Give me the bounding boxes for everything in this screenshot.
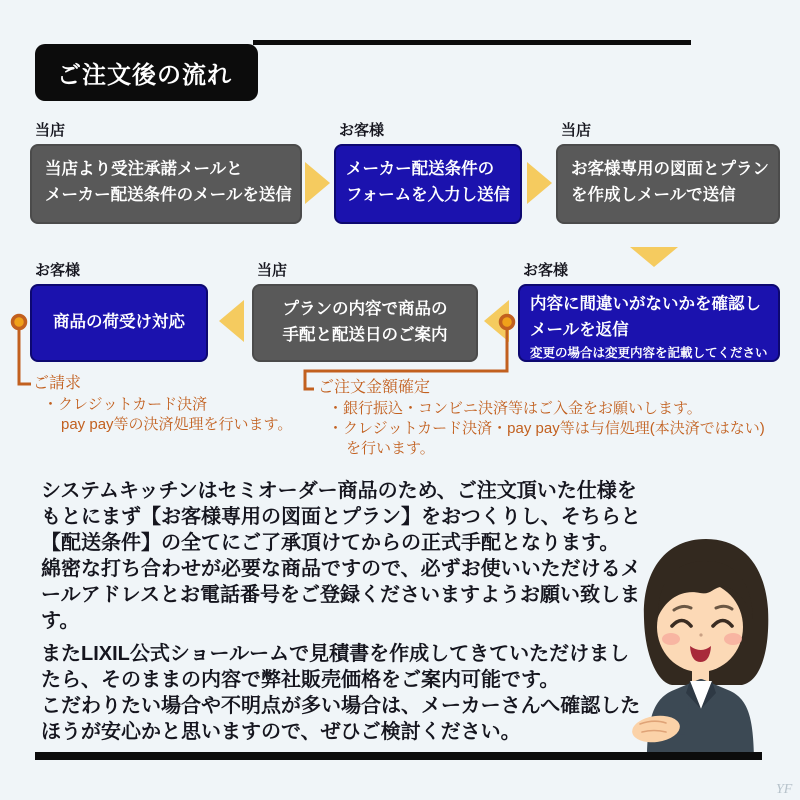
arrow-right-icon bbox=[527, 162, 552, 204]
businesswoman-illustration bbox=[616, 531, 796, 756]
body-line: システムキッチンはセミオーダー商品のため、ご注文頂いた仕様を bbox=[41, 480, 637, 502]
body-line: またLIXIL公式ショールームで見積書を作成してきていただけまし bbox=[41, 643, 630, 665]
body-line: 【配送条件】の全てにご了承頂けてからの正式手配となります。 bbox=[41, 532, 620, 554]
flow-box-line: 手配と配送日のご案内 bbox=[282, 326, 448, 344]
flow-box-shop-2 bbox=[556, 144, 780, 224]
flow-step-4 bbox=[518, 259, 780, 362]
flow-box-customer-1 bbox=[334, 144, 522, 224]
flow-box-line: フォームを入力し送信 bbox=[346, 185, 511, 204]
flow-box-line: 商品の荷受け対応 bbox=[53, 313, 185, 332]
flow-box-customer-3 bbox=[30, 284, 208, 362]
flow-box-line: メーカー配送条件の bbox=[346, 160, 495, 178]
flow-box-shop-3 bbox=[252, 284, 478, 362]
flow-box-shop-1 bbox=[30, 144, 302, 224]
flow-box-note: 変更の場合は変更内容を記載してください bbox=[530, 346, 768, 361]
flow-step-1 bbox=[30, 119, 302, 224]
billing-annotation bbox=[33, 374, 292, 435]
arrow-left-icon bbox=[219, 300, 244, 342]
flow-step-3 bbox=[556, 119, 780, 224]
flow-box-line: メールを返信 bbox=[530, 320, 629, 339]
body-line: す。 bbox=[41, 610, 80, 632]
billing-title: ご請求 bbox=[33, 375, 82, 392]
flow-box-line: 内容に間違いがないかを確認し bbox=[530, 295, 761, 313]
flow-step-6 bbox=[30, 259, 208, 362]
body-line: 綿密な打ち合わせが必要な商品ですので、必ずお使いいただけるメ bbox=[41, 558, 641, 580]
flow-step-2 bbox=[334, 119, 522, 224]
body-line: こだわりたい場合や不明点が多い場合は、メーカーさんへ確認した bbox=[41, 695, 641, 717]
order-amount-line: ・銀行振込・コンビニ決済等はご入金をお願いします。 bbox=[328, 400, 702, 417]
flow-box-customer-2 bbox=[518, 284, 780, 362]
body-line: ほうが安心かと思いますので、ぜひご検討ください。 bbox=[41, 721, 521, 743]
arrow-left-icon bbox=[484, 300, 509, 342]
flow-box-line: 当店より受注承諾メールと bbox=[45, 160, 243, 178]
order-amount-title: ご注文金額確定 bbox=[318, 379, 431, 396]
body-text bbox=[41, 478, 641, 745]
actor-label: 当店 bbox=[35, 122, 66, 139]
flow-box-line: を作成しメールで送信 bbox=[571, 185, 736, 204]
actor-label: お客様 bbox=[523, 262, 569, 279]
watermark: YF bbox=[776, 782, 793, 797]
page-title bbox=[35, 44, 258, 101]
actor-label: 当店 bbox=[257, 262, 288, 279]
actor-label: 当店 bbox=[561, 122, 592, 139]
billing-line: pay pay等の決済処理を行います。 bbox=[61, 416, 293, 433]
actor-label: お客様 bbox=[35, 262, 81, 279]
flow-box-line: お客様専用の図面とプラン bbox=[571, 160, 769, 178]
body-line: ールアドレスとお電話番号をご登録くださいますようお願い致しま bbox=[41, 584, 640, 606]
order-amount-line: ・クレジットカード決済・pay pay等は与信処理(本決済ではない) bbox=[328, 420, 765, 437]
order-amount-line: を行います。 bbox=[346, 440, 435, 457]
flow-box-line: プランの内容で商品の bbox=[282, 300, 448, 319]
flow-step-5 bbox=[252, 259, 478, 362]
flow-box-line: メーカー配送条件のメールを送信 bbox=[45, 185, 292, 204]
body-line: たら、そのままの内容で弊社販売価格をご案内可能です。 bbox=[41, 669, 560, 691]
page-title-text: ご注文後の流れ bbox=[57, 62, 232, 89]
actor-label: お客様 bbox=[339, 122, 385, 139]
bottom-rule bbox=[35, 752, 762, 760]
arrow-right-icon bbox=[305, 162, 330, 204]
billing-line: ・クレジットカード決済 bbox=[43, 396, 208, 413]
top-rule bbox=[253, 40, 691, 45]
body-line: もとにまず【お客様専用の図面とプラン】をおつくりし、そちらと bbox=[41, 506, 641, 528]
order-amount-annotation bbox=[318, 378, 765, 459]
